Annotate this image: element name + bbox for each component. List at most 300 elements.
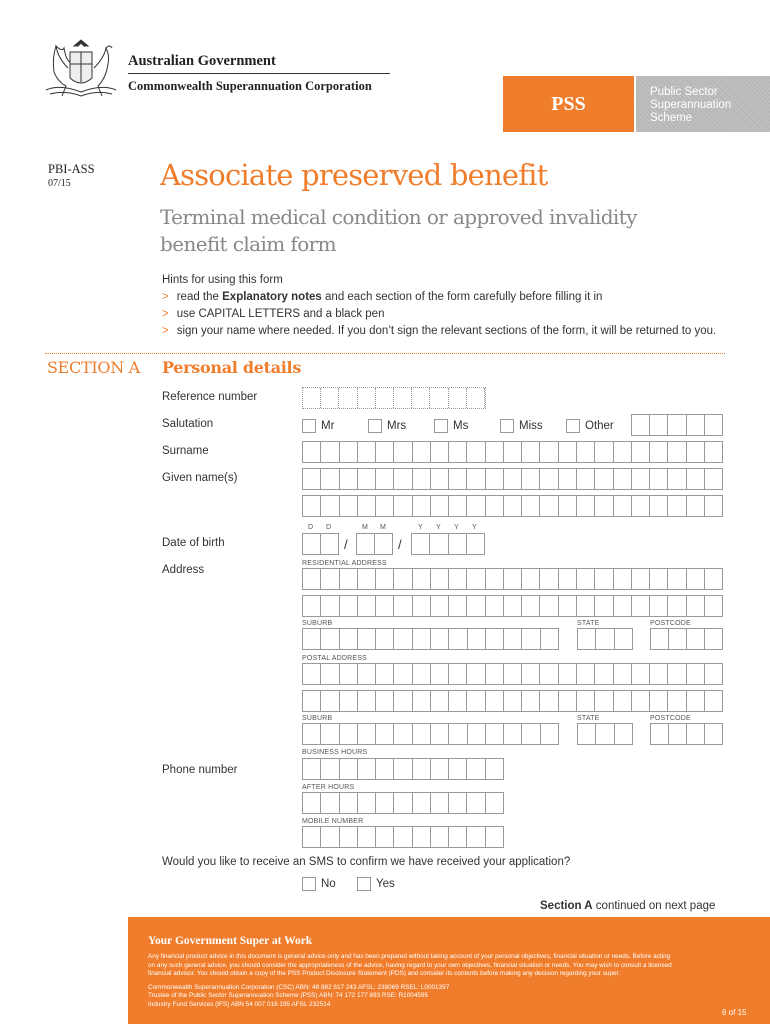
- input-cell[interactable]: [303, 596, 321, 616]
- input-cell[interactable]: [468, 724, 486, 744]
- input-cell[interactable]: [504, 691, 522, 711]
- input-cell[interactable]: [468, 629, 486, 649]
- input-cell[interactable]: [467, 534, 484, 554]
- input-cell[interactable]: [705, 691, 722, 711]
- input-cell[interactable]: [358, 496, 376, 516]
- input-cell[interactable]: [394, 827, 412, 847]
- input-cell[interactable]: [449, 596, 467, 616]
- input-cell[interactable]: [504, 596, 522, 616]
- input-cell[interactable]: [449, 629, 467, 649]
- input-cell[interactable]: [321, 629, 339, 649]
- input-cell[interactable]: [705, 664, 722, 684]
- residential-address-input-line1[interactable]: [302, 568, 723, 590]
- input-cell[interactable]: [486, 664, 504, 684]
- input-cell[interactable]: [486, 724, 504, 744]
- input-cell[interactable]: [394, 596, 412, 616]
- input-cell[interactable]: [394, 569, 412, 589]
- input-cell[interactable]: [595, 442, 613, 462]
- input-cell[interactable]: [376, 724, 394, 744]
- input-cell[interactable]: [595, 596, 613, 616]
- input-cell[interactable]: [522, 569, 540, 589]
- input-cell[interactable]: [431, 596, 449, 616]
- input-cell[interactable]: [668, 496, 686, 516]
- input-cell[interactable]: [668, 596, 686, 616]
- input-cell[interactable]: [321, 793, 339, 813]
- input-cell[interactable]: [449, 534, 467, 554]
- input-cell[interactable]: [615, 629, 632, 649]
- input-cell[interactable]: [614, 469, 632, 489]
- input-cell[interactable]: [340, 691, 358, 711]
- input-cell[interactable]: [595, 496, 613, 516]
- input-cell[interactable]: [376, 569, 394, 589]
- input-cell[interactable]: [376, 827, 394, 847]
- input-cell[interactable]: [376, 496, 394, 516]
- residential-state-input[interactable]: [577, 628, 633, 650]
- input-cell[interactable]: [431, 724, 449, 744]
- input-cell[interactable]: [358, 691, 376, 711]
- input-cell[interactable]: [595, 691, 613, 711]
- input-cell[interactable]: [522, 691, 540, 711]
- input-cell[interactable]: [340, 442, 358, 462]
- input-cell[interactable]: [431, 469, 449, 489]
- input-cell[interactable]: [522, 664, 540, 684]
- input-cell[interactable]: [358, 442, 376, 462]
- input-cell[interactable]: [358, 759, 376, 779]
- input-cell[interactable]: [467, 569, 485, 589]
- input-cell[interactable]: [467, 827, 485, 847]
- input-cell[interactable]: [339, 388, 357, 408]
- input-cell[interactable]: [559, 596, 577, 616]
- input-cell[interactable]: [540, 664, 558, 684]
- input-cell[interactable]: [413, 793, 431, 813]
- input-cell[interactable]: [303, 629, 321, 649]
- input-cell[interactable]: [303, 827, 321, 847]
- input-cell[interactable]: [449, 827, 467, 847]
- postal-address-input-line2[interactable]: [302, 690, 723, 712]
- input-cell[interactable]: [467, 759, 485, 779]
- dob-hint-d: D: [308, 524, 314, 531]
- input-cell[interactable]: [303, 388, 321, 408]
- dob-separator: /: [398, 537, 402, 552]
- input-cell[interactable]: [504, 569, 522, 589]
- input-cell[interactable]: [358, 596, 376, 616]
- input-cell[interactable]: [687, 415, 705, 435]
- residential-postcode-input[interactable]: [650, 628, 723, 650]
- input-cell[interactable]: [394, 496, 412, 516]
- input-cell[interactable]: [303, 534, 321, 554]
- input-cell[interactable]: [303, 469, 321, 489]
- input-cell[interactable]: [541, 724, 558, 744]
- input-cell[interactable]: [486, 596, 504, 616]
- input-cell[interactable]: [650, 496, 668, 516]
- input-cell[interactable]: [449, 569, 467, 589]
- input-cell[interactable]: [413, 596, 431, 616]
- hint-text: sign your name where needed. If you don’t sign the relevant sections of the form, it will be returned to you.: [176, 325, 717, 337]
- input-cell[interactable]: [376, 759, 394, 779]
- input-cell[interactable]: [595, 469, 613, 489]
- input-cell[interactable]: [340, 569, 358, 589]
- input-cell[interactable]: [522, 496, 540, 516]
- input-cell[interactable]: [321, 534, 338, 554]
- input-cell[interactable]: [431, 664, 449, 684]
- after-hours-phone-input[interactable]: [302, 792, 504, 814]
- input-cell[interactable]: [705, 724, 722, 744]
- input-cell[interactable]: [650, 415, 668, 435]
- input-cell[interactable]: [303, 569, 321, 589]
- input-cell[interactable]: [596, 629, 614, 649]
- salutation-other-input[interactable]: [631, 414, 723, 436]
- input-cell[interactable]: [540, 596, 558, 616]
- input-cell[interactable]: [687, 569, 705, 589]
- mobile-phone-input[interactable]: [302, 826, 504, 848]
- input-cell[interactable]: [358, 664, 376, 684]
- input-cell[interactable]: [669, 629, 687, 649]
- input-cell[interactable]: [522, 629, 540, 649]
- input-cell[interactable]: [486, 469, 504, 489]
- input-cell[interactable]: [651, 724, 669, 744]
- salutation-ms-label: Ms: [453, 420, 469, 432]
- input-cell[interactable]: [668, 415, 686, 435]
- input-cell[interactable]: [303, 793, 321, 813]
- input-cell[interactable]: [559, 469, 577, 489]
- input-cell[interactable]: [540, 691, 558, 711]
- input-cell[interactable]: [650, 691, 668, 711]
- input-cell[interactable]: [467, 469, 485, 489]
- postal-state-input[interactable]: [577, 723, 633, 745]
- input-cell[interactable]: [321, 469, 339, 489]
- input-cell[interactable]: [615, 724, 632, 744]
- input-cell[interactable]: [577, 664, 595, 684]
- input-cell[interactable]: [577, 496, 595, 516]
- input-cell[interactable]: [303, 664, 321, 684]
- input-cell[interactable]: [504, 724, 522, 744]
- input-cell[interactable]: [632, 664, 650, 684]
- input-cell[interactable]: [340, 724, 358, 744]
- input-cell[interactable]: [577, 691, 595, 711]
- input-cell[interactable]: [577, 442, 595, 462]
- salutation-other-checkbox[interactable]: [566, 419, 580, 433]
- dob-month-input[interactable]: [356, 533, 393, 555]
- input-cell[interactable]: [431, 569, 449, 589]
- input-cell[interactable]: [340, 793, 358, 813]
- input-cell[interactable]: [413, 827, 431, 847]
- input-cell[interactable]: [522, 442, 540, 462]
- input-cell[interactable]: [340, 596, 358, 616]
- input-cell[interactable]: [705, 569, 722, 589]
- input-cell[interactable]: [340, 469, 358, 489]
- input-cell[interactable]: [321, 442, 339, 462]
- input-cell[interactable]: [614, 442, 632, 462]
- input-cell[interactable]: [303, 496, 321, 516]
- input-cell[interactable]: [687, 496, 705, 516]
- input-cell[interactable]: [632, 569, 650, 589]
- input-cell[interactable]: [504, 629, 522, 649]
- input-cell[interactable]: [614, 664, 632, 684]
- input-cell[interactable]: [412, 388, 430, 408]
- input-cell[interactable]: [321, 827, 339, 847]
- dob-separator: /: [344, 537, 348, 552]
- input-cell[interactable]: [559, 691, 577, 711]
- salutation-ms-checkbox[interactable]: [434, 419, 448, 433]
- input-cell[interactable]: [303, 691, 321, 711]
- input-cell[interactable]: [375, 534, 392, 554]
- input-cell[interactable]: [650, 569, 668, 589]
- input-cell[interactable]: [321, 569, 339, 589]
- input-cell[interactable]: [687, 629, 705, 649]
- input-cell[interactable]: [394, 664, 412, 684]
- input-cell[interactable]: [358, 569, 376, 589]
- sms-yes-checkbox[interactable]: [357, 877, 371, 891]
- input-cell[interactable]: [394, 629, 412, 649]
- input-cell[interactable]: [687, 596, 705, 616]
- postal-suburb-input[interactable]: [302, 723, 559, 745]
- dob-hint-y: Y: [472, 524, 477, 531]
- input-cell[interactable]: [467, 691, 485, 711]
- input-cell[interactable]: [449, 793, 467, 813]
- input-cell[interactable]: [431, 691, 449, 711]
- input-cell[interactable]: [449, 724, 467, 744]
- input-cell[interactable]: [303, 759, 321, 779]
- input-cell[interactable]: [504, 469, 522, 489]
- input-cell[interactable]: [559, 664, 577, 684]
- input-cell[interactable]: [376, 793, 394, 813]
- input-cell[interactable]: [467, 596, 485, 616]
- input-cell[interactable]: [358, 724, 376, 744]
- input-cell[interactable]: [413, 569, 431, 589]
- input-cell[interactable]: [394, 793, 412, 813]
- input-cell[interactable]: [595, 664, 613, 684]
- input-cell[interactable]: [358, 629, 376, 649]
- input-cell[interactable]: [687, 469, 705, 489]
- salutation-miss-checkbox[interactable]: [500, 419, 514, 433]
- input-cell[interactable]: [578, 724, 596, 744]
- input-cell[interactable]: [651, 629, 669, 649]
- input-cell[interactable]: [340, 496, 358, 516]
- input-cell[interactable]: [431, 496, 449, 516]
- input-cell[interactable]: [577, 469, 595, 489]
- input-cell[interactable]: [668, 664, 686, 684]
- input-cell[interactable]: [412, 534, 430, 554]
- input-cell[interactable]: [413, 691, 431, 711]
- input-cell[interactable]: [449, 496, 467, 516]
- input-cell[interactable]: [486, 759, 503, 779]
- input-cell[interactable]: [540, 569, 558, 589]
- postal-address-input-line1[interactable]: [302, 663, 723, 685]
- input-cell[interactable]: [632, 691, 650, 711]
- sms-no-checkbox[interactable]: [302, 877, 316, 891]
- input-cell[interactable]: [522, 724, 540, 744]
- input-cell[interactable]: [413, 469, 431, 489]
- input-cell[interactable]: [321, 388, 339, 408]
- input-cell[interactable]: [559, 569, 577, 589]
- input-cell[interactable]: [650, 596, 668, 616]
- input-cell[interactable]: [486, 827, 503, 847]
- input-cell[interactable]: [431, 442, 449, 462]
- input-cell[interactable]: [321, 759, 339, 779]
- input-cell[interactable]: [340, 664, 358, 684]
- input-cell[interactable]: [687, 664, 705, 684]
- input-cell[interactable]: [486, 569, 504, 589]
- salutation-mrs-checkbox[interactable]: [368, 419, 382, 433]
- input-cell[interactable]: [449, 691, 467, 711]
- input-cell[interactable]: [668, 442, 686, 462]
- input-cell[interactable]: [321, 724, 339, 744]
- input-cell[interactable]: [540, 442, 558, 462]
- corporation-name: Commonwealth Superannuation Corporation: [128, 79, 372, 93]
- input-cell[interactable]: [669, 724, 687, 744]
- input-cell[interactable]: [413, 442, 431, 462]
- dob-year-input[interactable]: [411, 533, 485, 555]
- input-cell[interactable]: [340, 759, 358, 779]
- input-cell[interactable]: [504, 664, 522, 684]
- input-cell[interactable]: [559, 496, 577, 516]
- input-cell[interactable]: [705, 596, 722, 616]
- input-cell[interactable]: [376, 596, 394, 616]
- dob-day-input[interactable]: [302, 533, 339, 555]
- input-cell[interactable]: [578, 629, 596, 649]
- input-cell[interactable]: [340, 629, 358, 649]
- input-cell[interactable]: [321, 691, 339, 711]
- input-cell[interactable]: [705, 415, 722, 435]
- scheme-line: Superannuation: [650, 99, 732, 111]
- input-cell[interactable]: [467, 793, 485, 813]
- input-cell[interactable]: [705, 469, 722, 489]
- input-cell[interactable]: [376, 469, 394, 489]
- input-cell[interactable]: [577, 569, 595, 589]
- input-cell[interactable]: [431, 793, 449, 813]
- input-cell[interactable]: [321, 596, 339, 616]
- input-cell[interactable]: [541, 629, 558, 649]
- input-cell[interactable]: [486, 793, 503, 813]
- input-cell[interactable]: [394, 469, 412, 489]
- salutation-mr-checkbox[interactable]: [302, 419, 316, 433]
- input-cell[interactable]: [376, 388, 394, 408]
- input-cell[interactable]: [431, 759, 449, 779]
- input-cell[interactable]: [340, 827, 358, 847]
- business-hours-phone-input[interactable]: [302, 758, 504, 780]
- reference-number-input[interactable]: [302, 387, 486, 409]
- input-cell[interactable]: [632, 442, 650, 462]
- input-cell[interactable]: [413, 629, 431, 649]
- input-cell[interactable]: [504, 496, 522, 516]
- given-names-input-line2[interactable]: [302, 495, 723, 517]
- input-cell[interactable]: [449, 664, 467, 684]
- input-cell[interactable]: [321, 664, 339, 684]
- input-cell[interactable]: [486, 496, 504, 516]
- dob-hint-y: Y: [454, 524, 459, 531]
- input-cell[interactable]: [486, 442, 504, 462]
- input-cell[interactable]: [394, 388, 412, 408]
- input-cell[interactable]: [449, 759, 467, 779]
- input-cell[interactable]: [321, 496, 339, 516]
- input-cell[interactable]: [687, 691, 705, 711]
- input-cell[interactable]: [614, 496, 632, 516]
- input-cell[interactable]: [522, 469, 540, 489]
- input-cell[interactable]: [614, 691, 632, 711]
- input-cell[interactable]: [522, 596, 540, 616]
- input-cell[interactable]: [303, 724, 321, 744]
- input-cell[interactable]: [650, 664, 668, 684]
- input-cell[interactable]: [596, 724, 614, 744]
- postal-postcode-input[interactable]: [650, 723, 723, 745]
- input-cell[interactable]: [467, 442, 485, 462]
- input-cell[interactable]: [376, 629, 394, 649]
- given-names-input-line1[interactable]: [302, 468, 723, 490]
- input-cell[interactable]: [394, 691, 412, 711]
- input-cell[interactable]: [687, 724, 705, 744]
- input-cell[interactable]: [413, 496, 431, 516]
- input-cell[interactable]: [358, 827, 376, 847]
- input-cell[interactable]: [358, 388, 376, 408]
- input-cell[interactable]: [303, 442, 321, 462]
- sms-yes-label: Yes: [376, 878, 395, 890]
- input-cell[interactable]: [358, 469, 376, 489]
- input-cell[interactable]: [668, 469, 686, 489]
- input-cell[interactable]: [431, 629, 449, 649]
- input-cell[interactable]: [467, 496, 485, 516]
- input-cell[interactable]: [705, 442, 722, 462]
- input-cell[interactable]: [705, 496, 722, 516]
- input-cell[interactable]: [650, 469, 668, 489]
- input-cell[interactable]: [394, 759, 412, 779]
- input-cell[interactable]: [705, 629, 722, 649]
- input-cell[interactable]: [376, 442, 394, 462]
- input-cell[interactable]: [614, 569, 632, 589]
- input-cell[interactable]: [486, 629, 504, 649]
- input-cell[interactable]: [413, 759, 431, 779]
- input-cell[interactable]: [413, 664, 431, 684]
- input-cell[interactable]: [540, 469, 558, 489]
- postcode-label: POSTCODE: [650, 620, 691, 627]
- input-cell[interactable]: [668, 691, 686, 711]
- input-cell[interactable]: [577, 596, 595, 616]
- input-cell[interactable]: [595, 569, 613, 589]
- residential-suburb-input[interactable]: [302, 628, 559, 650]
- input-cell[interactable]: [614, 596, 632, 616]
- input-cell[interactable]: [650, 442, 668, 462]
- input-cell[interactable]: [449, 388, 467, 408]
- input-cell[interactable]: [632, 496, 650, 516]
- surname-input[interactable]: [302, 441, 723, 463]
- input-cell[interactable]: [668, 569, 686, 589]
- input-cell[interactable]: [394, 724, 412, 744]
- input-cell[interactable]: [358, 793, 376, 813]
- input-cell[interactable]: [449, 469, 467, 489]
- input-cell[interactable]: [413, 724, 431, 744]
- input-cell[interactable]: [430, 388, 448, 408]
- input-cell[interactable]: [431, 827, 449, 847]
- input-cell[interactable]: [632, 415, 650, 435]
- input-cell[interactable]: [632, 469, 650, 489]
- input-cell[interactable]: [486, 691, 504, 711]
- input-cell[interactable]: [430, 534, 448, 554]
- salutation-miss-label: Miss: [519, 420, 543, 432]
- input-cell[interactable]: [376, 664, 394, 684]
- input-cell[interactable]: [394, 442, 412, 462]
- hint-item: [162, 289, 716, 306]
- residential-address-input-line2[interactable]: [302, 595, 723, 617]
- input-cell[interactable]: [540, 496, 558, 516]
- input-cell[interactable]: [357, 534, 375, 554]
- input-cell[interactable]: [449, 442, 467, 462]
- input-cell[interactable]: [467, 388, 485, 408]
- input-cell[interactable]: [559, 442, 577, 462]
- input-cell[interactable]: [376, 691, 394, 711]
- input-cell[interactable]: [504, 442, 522, 462]
- input-cell[interactable]: [467, 664, 485, 684]
- input-cell[interactable]: [632, 596, 650, 616]
- input-cell[interactable]: [687, 442, 705, 462]
